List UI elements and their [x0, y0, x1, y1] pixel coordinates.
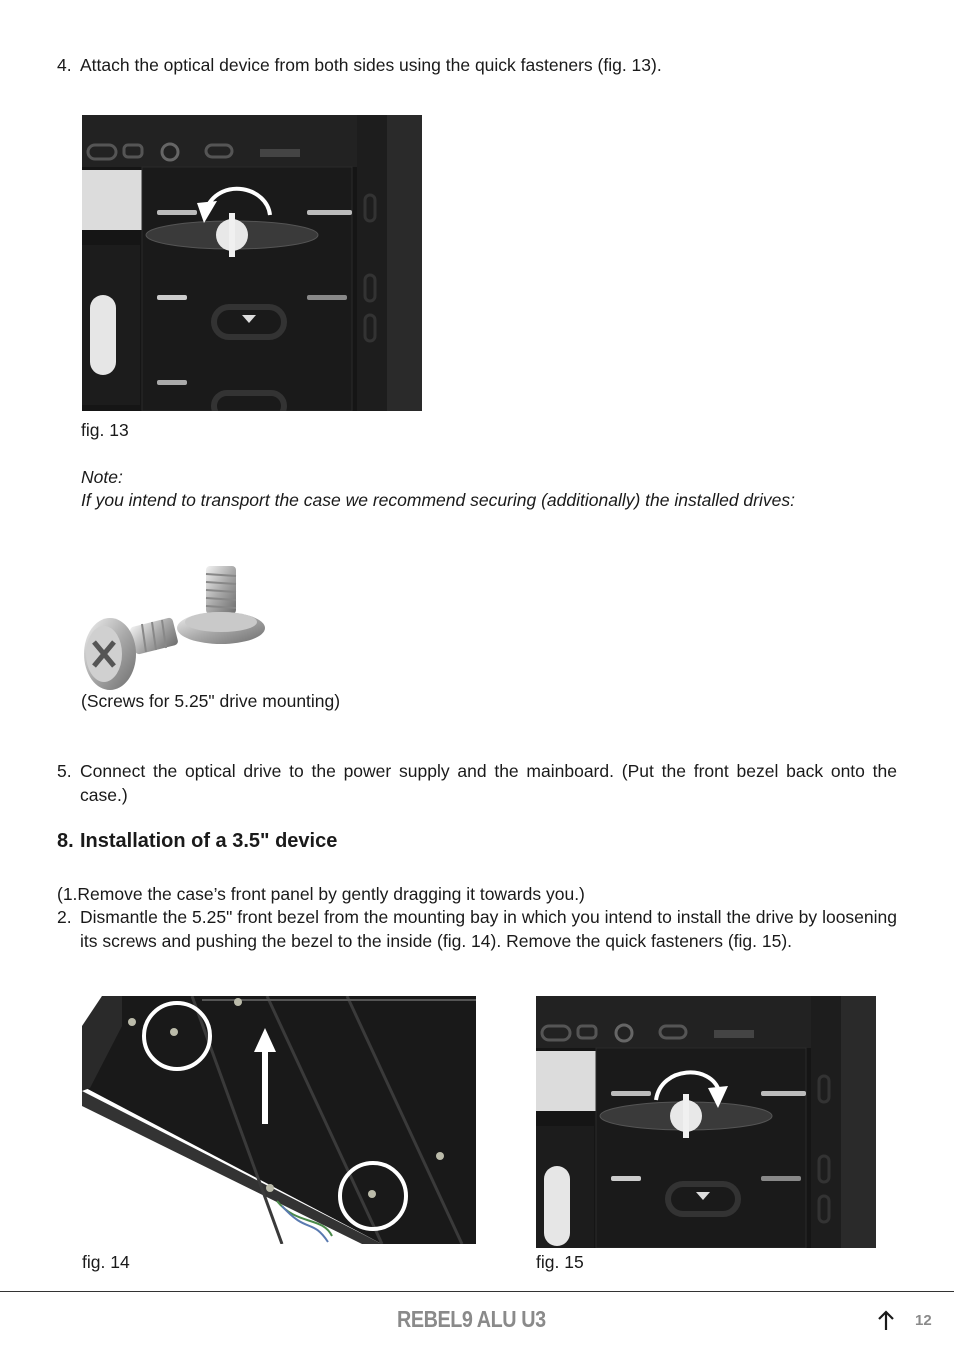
- step-5: [57, 760, 897, 807]
- up-arrow-icon-graphic: [876, 1308, 896, 1334]
- front-bezel-image: [82, 996, 476, 1244]
- step-number: 5.: [57, 761, 72, 781]
- section-heading: [57, 830, 337, 853]
- footer-divider: [0, 1291, 954, 1292]
- footer-title: REBEL9 ALU U3: [397, 1306, 546, 1332]
- substep-2: [57, 906, 897, 953]
- case-drive-bay-image: [536, 996, 876, 1248]
- fig-13-caption: fig. 13: [81, 420, 129, 440]
- substep-1: (1.Remove the case’s front panel by gently dragging it towards you.): [57, 884, 585, 904]
- fig-14-caption: fig. 14: [82, 1252, 130, 1272]
- step-text: Attach the optical device from both sides using the quick fasteners (fig. 13).: [80, 55, 662, 75]
- step-number: 4.: [57, 55, 72, 75]
- page-number: 12: [915, 1312, 932, 1329]
- step-text: Dismantle the 5.25" front bezel from the mounting bay in which you intend to install the drive by loosening its screws and pushing the bezel to the inside (fig. 14). Remove the quick fasteners (fig. 15).: [80, 907, 897, 951]
- note-label: Note:: [81, 467, 123, 487]
- section-number: 8.: [57, 830, 74, 852]
- case-drive-bay-image: [82, 115, 422, 411]
- fig-15-photo: [536, 996, 876, 1248]
- fig-14-photo: [82, 996, 476, 1244]
- fig-13-photo: [82, 115, 422, 411]
- screws-image: [80, 562, 265, 692]
- step-number: 2.: [57, 907, 72, 927]
- note-text: If you intend to transport the case we recommend securing (additionally) the installed drives:: [81, 490, 795, 510]
- step-text: Connect the optical drive to the power supply and the mainboard. (Put the front bezel back onto the case.): [80, 761, 897, 805]
- screws-photo: [80, 562, 265, 692]
- fig-15-caption: fig. 15: [536, 1252, 584, 1272]
- step-4: [57, 54, 897, 78]
- screws-caption: (Screws for 5.25" drive mounting): [81, 691, 341, 711]
- section-title: Installation of a 3.5" device: [80, 830, 338, 852]
- up-arrow-icon[interactable]: [876, 1308, 896, 1334]
